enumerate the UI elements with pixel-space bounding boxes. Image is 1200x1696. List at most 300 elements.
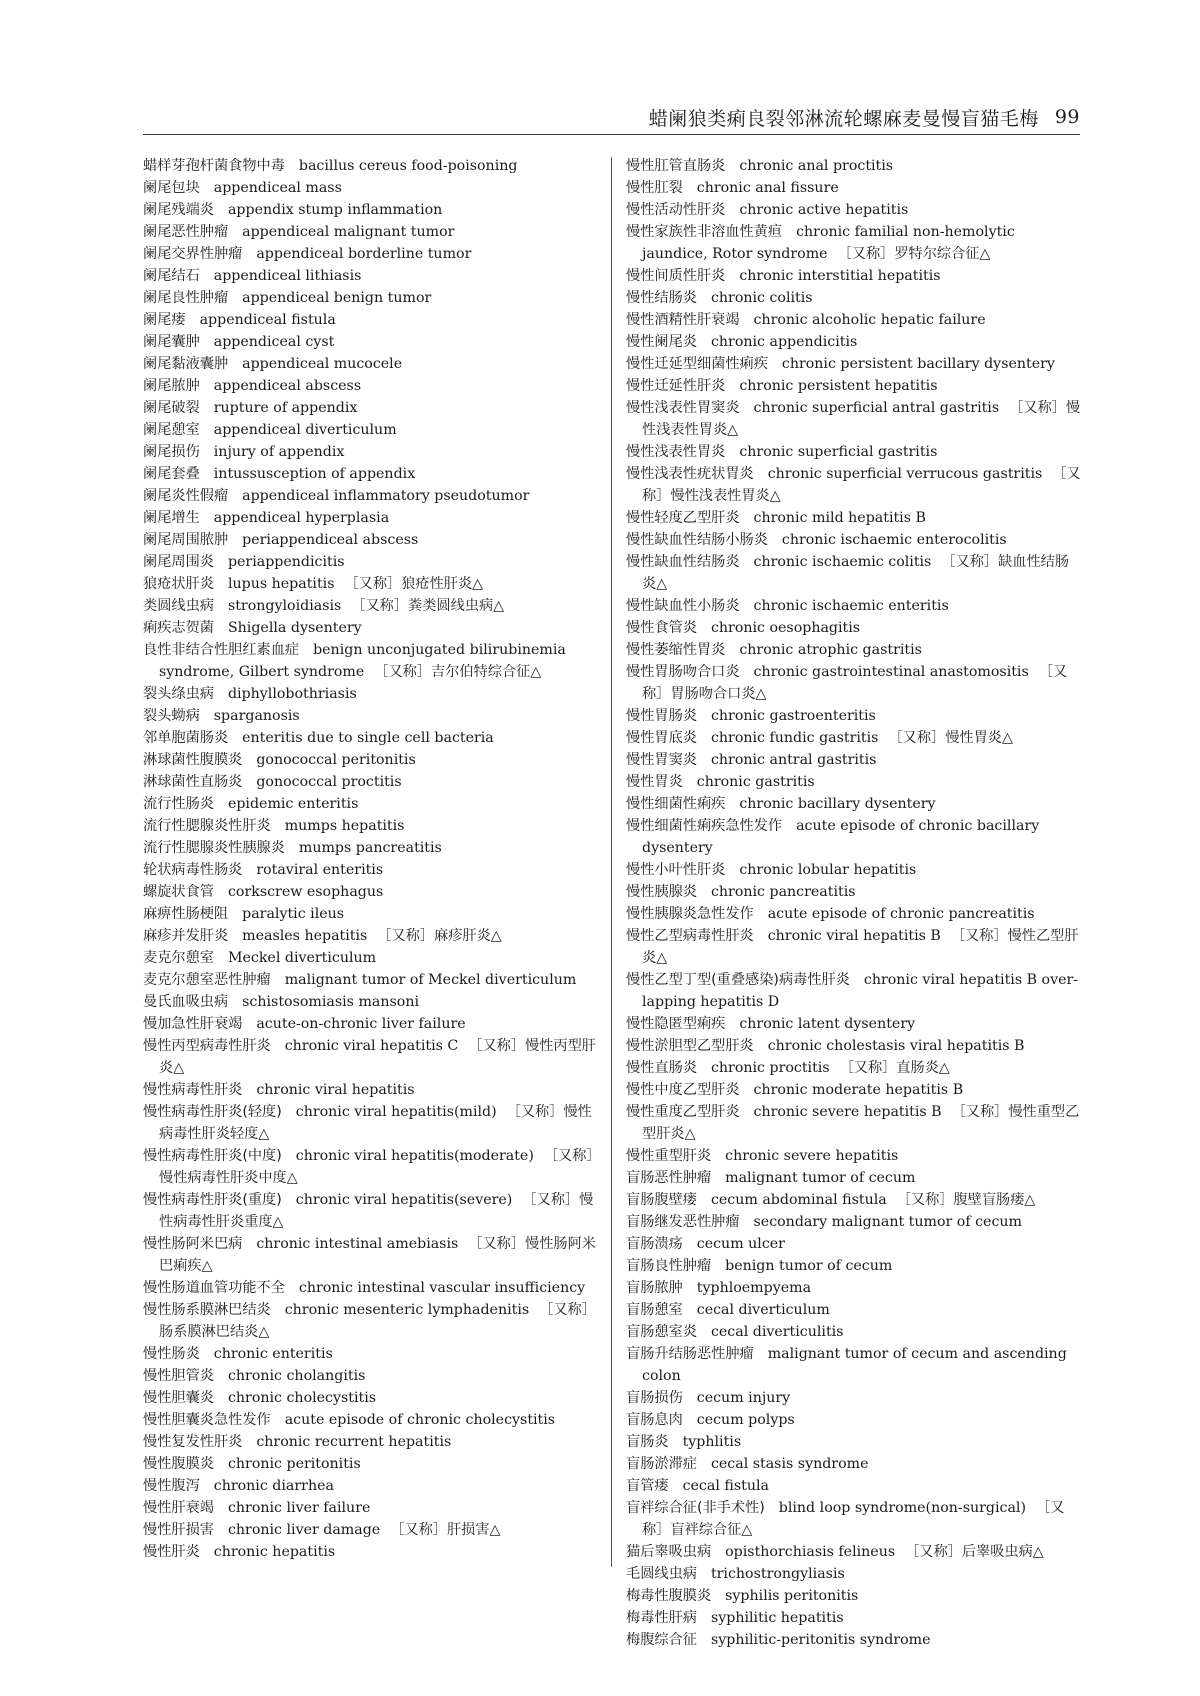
- dictionary-entry: [143, 155, 598, 177]
- entry-term-zh: 盲肠息肉: [626, 1412, 683, 1428]
- entry-term-en: secondary malignant tumor of cecum: [753, 1214, 1022, 1230]
- entry-term-zh: 慢加急性肝衰竭: [143, 1016, 243, 1032]
- entry-term-zh: 慢性乙型病毒性肝炎: [626, 928, 754, 944]
- left-column: [143, 155, 598, 1563]
- entry-term-en: chronic pancreatitis: [710, 884, 856, 900]
- entry-term-zh: 慢性浅表性胃炎: [626, 444, 726, 460]
- entry-term-zh: 盲袢综合征(非手术性): [626, 1500, 765, 1516]
- page-header: [143, 102, 1080, 132]
- entry-term-en: appendiceal borderline tumor: [256, 246, 472, 262]
- entry-synonym-note: ［又称］慢性丙型肝炎△: [159, 1038, 596, 1076]
- dictionary-entry: [143, 199, 598, 221]
- dictionary-entry: [626, 177, 1081, 199]
- entry-term-zh: 慢性肛管直肠炎: [626, 158, 726, 174]
- entry-synonym-note: ［又称］慢性肠阿米巴痢疾△: [159, 1236, 596, 1274]
- entry-term-en: mumps pancreatitis: [298, 840, 442, 856]
- entry-synonym-note: ［又称］慢性病毒性肝炎重度△: [159, 1192, 594, 1230]
- dictionary-entry: [143, 617, 598, 639]
- entry-term-zh: 流行性腮腺炎性胰腺炎: [143, 840, 285, 856]
- dictionary-entry: [143, 837, 598, 859]
- entry-term-zh: 梅腹综合征: [626, 1632, 697, 1648]
- entry-term-en: chronic severe hepatitis: [725, 1148, 899, 1164]
- entry-term-en: rotaviral enteritis: [256, 862, 384, 878]
- entry-term-zh: 慢性肠道血管功能不全: [143, 1280, 285, 1296]
- entry-synonym-note: ［又称］慢性病毒性肝炎中度△: [159, 1148, 594, 1186]
- entry-term-en: chronic oesophagitis: [710, 620, 861, 636]
- entry-term-en: enteritis due to single cell bacteria: [242, 730, 494, 746]
- dictionary-entry: [143, 485, 598, 507]
- entry-term-zh: 盲肠升结肠恶性肿瘤: [626, 1346, 754, 1362]
- dictionary-entry: [143, 749, 598, 771]
- dictionary-entry: [143, 309, 598, 331]
- entry-term-en: chronic viral hepatitis B over-lapping hepatitis D: [642, 972, 1079, 1010]
- entry-term-zh: 阑尾良性肿瘤: [143, 290, 229, 306]
- dictionary-entry: [143, 1475, 598, 1497]
- entry-term-en: cecal diverticulitis: [710, 1324, 844, 1340]
- dictionary-entry: [626, 1387, 1081, 1409]
- entry-term-en: appendix stump inflammation: [227, 202, 443, 218]
- entry-term-zh: 阑尾瘘: [143, 312, 186, 328]
- header-rule: [143, 134, 1080, 135]
- dictionary-entry: [626, 1299, 1081, 1321]
- entry-term-zh: 慢性胃肠吻合口炎: [626, 664, 740, 680]
- dictionary-entry: [626, 771, 1081, 793]
- dictionary-entry: [626, 551, 1081, 595]
- dictionary-entry: [626, 1431, 1081, 1453]
- entry-synonym-note: ［又称］肠系膜淋巴结炎△: [159, 1302, 596, 1340]
- dictionary-entry: [143, 1541, 598, 1563]
- entry-term-en: chronic gastrointestinal anastomositis: [753, 664, 1029, 680]
- entry-term-en: chronic intestinal vascular insufficiency: [298, 1280, 586, 1296]
- entry-term-en: appendiceal benign tumor: [242, 290, 432, 306]
- entry-synonym-note: ［又称］慢性浅表性胃炎△: [642, 400, 1081, 438]
- entry-synonym-note: ［又称］慢性病毒性肝炎轻度△: [159, 1104, 592, 1142]
- entry-term-en: chronic ischaemic colitis: [753, 554, 932, 570]
- entry-term-zh: 盲肠损伤: [626, 1390, 683, 1406]
- entry-term-zh: 慢性肝损害: [143, 1522, 214, 1538]
- entry-term-en: chronic cholecystitis: [227, 1390, 377, 1406]
- entry-term-zh: 慢性重度乙型肝炎: [626, 1104, 740, 1120]
- dictionary-entry: [143, 1079, 598, 1101]
- entry-term-en: chronic cholestasis viral hepatitis B: [767, 1038, 1025, 1054]
- dictionary-entry: [143, 265, 598, 287]
- entry-term-zh: 慢性萎缩性胃炎: [626, 642, 726, 658]
- dictionary-entry: [143, 793, 598, 815]
- entry-term-en: benign unconjugated bilirubinemia syndrome, Gilbert syndrome: [159, 642, 566, 680]
- dictionary-entry: [143, 1189, 598, 1233]
- entry-term-en: sparganosis: [213, 708, 300, 724]
- dictionary-entry: [626, 925, 1081, 969]
- dictionary-entry: [143, 551, 598, 573]
- dictionary-entry: [626, 463, 1081, 507]
- entry-term-en: chronic viral hepatitis B: [767, 928, 941, 944]
- entry-term-zh: 淋球菌性腹膜炎: [143, 752, 243, 768]
- entry-term-en: opisthorchiasis felineus: [725, 1544, 896, 1560]
- entry-term-en: chronic mesenteric lymphadenitis: [284, 1302, 530, 1318]
- entry-term-en: chronic gastroenteritis: [710, 708, 876, 724]
- dictionary-entry: [626, 1167, 1081, 1189]
- entry-term-zh: 盲肠炎: [626, 1434, 669, 1450]
- dictionary-entry: [626, 1453, 1081, 1475]
- entry-term-zh: 盲肠恶性肿瘤: [626, 1170, 712, 1186]
- dictionary-entry: [626, 397, 1081, 441]
- entry-term-en: chronic gastritis: [696, 774, 815, 790]
- entry-term-en: chronic lobular hepatitis: [739, 862, 917, 878]
- entry-term-zh: 阑尾结石: [143, 268, 200, 284]
- entry-term-zh: 慢性缺血性小肠炎: [626, 598, 740, 614]
- dictionary-entry: [626, 1277, 1081, 1299]
- dictionary-entry: [626, 441, 1081, 463]
- dictionary-entry: [626, 199, 1081, 221]
- entry-term-zh: 阑尾炎性假瘤: [143, 488, 229, 504]
- entry-term-en: appendiceal inflammatory pseudotumor: [242, 488, 530, 504]
- entry-term-en: lupus hepatitis: [227, 576, 335, 592]
- entry-term-zh: 慢性肠炎: [143, 1346, 200, 1362]
- dictionary-entry: [626, 815, 1081, 859]
- entry-term-en: appendiceal hyperplasia: [213, 510, 390, 526]
- entry-term-zh: 慢性迁延型细菌性痢疾: [626, 356, 768, 372]
- entry-term-zh: 邻单胞菌肠炎: [143, 730, 229, 746]
- entry-term-zh: 慢性轻度乙型肝炎: [626, 510, 740, 526]
- entry-term-en: appendiceal cyst: [213, 334, 335, 350]
- entry-term-zh: 慢性肝衰竭: [143, 1500, 214, 1516]
- dictionary-entry: [626, 1211, 1081, 1233]
- entry-term-zh: 慢性家族性非溶血性黄疸: [626, 224, 783, 240]
- dictionary-entry: [143, 1101, 598, 1145]
- dictionary-entry: [143, 1035, 598, 1079]
- dictionary-entry: [626, 1145, 1081, 1167]
- dictionary-entry: [143, 243, 598, 265]
- entry-term-en: chronic alcoholic hepatic failure: [753, 312, 986, 328]
- dictionary-entry: [626, 155, 1081, 177]
- entry-term-zh: 慢性肠阿米巴病: [143, 1236, 243, 1252]
- entry-term-zh: 慢性胆管炎: [143, 1368, 214, 1384]
- entry-term-en: chronic severe hepatitis B: [753, 1104, 942, 1120]
- entry-term-en: acute-on-chronic liver failure: [256, 1016, 466, 1032]
- dictionary-entry: [626, 1013, 1081, 1035]
- entry-term-en: chronic hepatitis: [213, 1544, 336, 1560]
- entry-synonym-note: ［又称］慢性胃炎△: [888, 730, 1013, 746]
- entry-term-en: appendiceal diverticulum: [213, 422, 397, 438]
- entry-synonym-note: ［又称］腹壁盲肠瘘△: [896, 1192, 1036, 1208]
- entry-term-zh: 裂头蚴病: [143, 708, 200, 724]
- entry-term-en: chronic superficial antral gastritis: [753, 400, 1000, 416]
- entry-synonym-note: ［又称］罗特尔综合征△: [837, 246, 991, 262]
- entry-term-zh: 流行性腮腺炎性肝炎: [143, 818, 271, 834]
- dictionary-entry: [143, 727, 598, 749]
- entry-term-zh: 慢性乙型丁型(重叠感染)病毒性肝炎: [626, 972, 850, 988]
- entry-term-zh: 螺旋状食管: [143, 884, 214, 900]
- dictionary-entry: [626, 1409, 1081, 1431]
- entry-term-zh: 慢性隐匿型痢疾: [626, 1016, 726, 1032]
- entry-term-en: chronic fundic gastritis: [710, 730, 879, 746]
- dictionary-entry: [626, 969, 1081, 1013]
- dictionary-entry: [626, 1343, 1081, 1387]
- entry-term-zh: 良性非结合性胆红素血症: [143, 642, 300, 658]
- entry-term-zh: 盲肠淤滞症: [626, 1456, 697, 1472]
- entry-term-zh: 慢性中度乙型肝炎: [626, 1082, 740, 1098]
- dictionary-entry: [626, 1607, 1081, 1629]
- dictionary-entry: [626, 1629, 1081, 1651]
- entry-term-en: chronic atrophic gastritis: [739, 642, 922, 658]
- entry-term-en: chronic ischaemic enteritis: [753, 598, 949, 614]
- entry-term-en: chronic cholangitis: [227, 1368, 366, 1384]
- entry-term-en: appendiceal malignant tumor: [242, 224, 455, 240]
- entry-synonym-note: ［又称］盲袢综合征△: [642, 1500, 1065, 1538]
- entry-term-zh: 盲肠脓肿: [626, 1280, 683, 1296]
- entry-term-en: cecum polyps: [696, 1412, 795, 1428]
- entry-term-zh: 慢性胃炎: [626, 774, 683, 790]
- entry-term-zh: 梅毒性腹膜炎: [626, 1588, 712, 1604]
- entry-term-zh: 慢性缺血性结肠小肠炎: [626, 532, 768, 548]
- entry-synonym-note: ［又称］胃肠吻合口炎△: [642, 664, 1068, 702]
- dictionary-entry: [626, 375, 1081, 397]
- entry-term-zh: 盲肠憩室炎: [626, 1324, 697, 1340]
- entry-term-zh: 阑尾残端炎: [143, 202, 214, 218]
- dictionary-entry: [143, 221, 598, 243]
- entry-term-zh: 淋球菌性直肠炎: [143, 774, 243, 790]
- dictionary-entry: [626, 1585, 1081, 1607]
- entry-term-zh: 慢性浅表性胃窦炎: [626, 400, 740, 416]
- dictionary-entry: [143, 1343, 598, 1365]
- entry-term-zh: 慢性肠系膜淋巴结炎: [143, 1302, 271, 1318]
- entry-term-zh: 麦克尔憩室恶性肿瘤: [143, 972, 271, 988]
- entry-term-en: chronic diarrhea: [213, 1478, 334, 1494]
- dictionary-entry: [143, 1387, 598, 1409]
- entry-term-zh: 慢性丙型病毒性肝炎: [143, 1038, 271, 1054]
- entry-term-en: typhloempyema: [696, 1280, 812, 1296]
- dictionary-entry: [143, 1013, 598, 1035]
- entry-term-en: diphyllobothriasis: [227, 686, 357, 702]
- dictionary-entry: [143, 815, 598, 837]
- dictionary-entry: [626, 793, 1081, 815]
- entry-term-zh: 慢性胆囊炎: [143, 1390, 214, 1406]
- entry-term-en: syphilitic hepatitis: [710, 1610, 844, 1626]
- dictionary-entry: [626, 1057, 1081, 1079]
- dictionary-entry: [626, 265, 1081, 287]
- entry-term-zh: 慢性胃窦炎: [626, 752, 697, 768]
- entry-term-en: chronic colitis: [710, 290, 813, 306]
- entry-term-zh: 盲肠良性肿瘤: [626, 1258, 712, 1274]
- entry-term-en: syphilis peritonitis: [725, 1588, 859, 1604]
- entry-term-en: typhlitis: [682, 1434, 742, 1450]
- entry-term-en: chronic anal proctitis: [739, 158, 894, 174]
- dictionary-entry: [143, 595, 598, 617]
- entry-term-en: chronic anal fissure: [696, 180, 839, 196]
- dictionary-entry: [143, 353, 598, 375]
- entry-term-en: chronic peritonitis: [227, 1456, 361, 1472]
- dictionary-entry: [626, 749, 1081, 771]
- dictionary-entry: [143, 969, 598, 991]
- entry-term-zh: 慢性间质性肝炎: [626, 268, 726, 284]
- dictionary-entry: [626, 881, 1081, 903]
- entry-term-en: benign tumor of cecum: [725, 1258, 893, 1274]
- entry-term-zh: 阑尾周围炎: [143, 554, 214, 570]
- entry-term-zh: 慢性淤胆型乙型肝炎: [626, 1038, 754, 1054]
- entry-term-en: periappendicitis: [227, 554, 345, 570]
- entry-term-zh: 麻痹性肠梗阻: [143, 906, 229, 922]
- entry-term-zh: 慢性复发性肝炎: [143, 1434, 243, 1450]
- dictionary-entry: [626, 221, 1081, 265]
- entry-term-en: appendiceal fistula: [199, 312, 336, 328]
- dictionary-entry: [143, 1145, 598, 1189]
- entry-term-zh: 慢性缺血性结肠炎: [626, 554, 740, 570]
- entry-term-zh: 慢性病毒性肝炎(轻度): [143, 1104, 282, 1120]
- dictionary-entry: [143, 419, 598, 441]
- dictionary-entry: [143, 903, 598, 925]
- dictionary-entry: [143, 507, 598, 529]
- entry-term-zh: 毛圆线虫病: [626, 1566, 697, 1582]
- entry-term-zh: 蜡样芽孢杆菌食物中毒: [143, 158, 285, 174]
- dictionary-entry: [143, 771, 598, 793]
- entry-term-en: chronic viral hepatitis: [256, 1082, 415, 1098]
- entry-synonym-note: ［又称］直肠炎△: [839, 1060, 950, 1076]
- entry-term-zh: 盲肠腹壁瘘: [626, 1192, 697, 1208]
- entry-term-en: chronic interstitial hepatitis: [739, 268, 941, 284]
- dictionary-entry: [143, 947, 598, 969]
- entry-synonym-note: ［又称］后睾吸虫病△: [905, 1544, 1044, 1560]
- entry-term-zh: 盲肠溃疡: [626, 1236, 683, 1252]
- dictionary-entry: [143, 639, 598, 683]
- entry-term-zh: 裂头绦虫病: [143, 686, 214, 702]
- entry-term-en: chronic antral gastritis: [710, 752, 877, 768]
- entry-term-en: chronic bacillary dysentery: [739, 796, 936, 812]
- entry-term-en: chronic viral hepatitis(mild): [295, 1104, 497, 1120]
- entry-term-en: trichostrongyliasis: [710, 1566, 845, 1582]
- dictionary-entry: [626, 1563, 1081, 1585]
- dictionary-entry: [626, 639, 1081, 661]
- entry-term-zh: 慢性直肠炎: [626, 1060, 697, 1076]
- dictionary-entry: [143, 463, 598, 485]
- dictionary-entry: [143, 573, 598, 595]
- entry-term-zh: 麦克尔憩室: [143, 950, 214, 966]
- entry-term-en: chronic recurrent hepatitis: [256, 1434, 452, 1450]
- entry-term-zh: 猫后睾吸虫病: [626, 1544, 712, 1560]
- entry-term-en: malignant tumor of cecum and ascending colon: [642, 1346, 1067, 1384]
- header-title: 蜡阑狼类痢良裂邻淋流轮螺麻麦曼慢盲猫毛梅: [648, 107, 1039, 130]
- right-column: [626, 155, 1081, 1651]
- entry-term-zh: 慢性胰腺炎急性发作: [626, 906, 754, 922]
- dictionary-entry: [626, 903, 1081, 925]
- entry-term-en: chronic persistent bacillary dysentery: [781, 356, 1055, 372]
- entry-term-zh: 狼疮状肝炎: [143, 576, 214, 592]
- entry-term-en: chronic appendicitis: [710, 334, 858, 350]
- entry-term-en: chronic intestinal amebiasis: [256, 1236, 459, 1252]
- entry-term-zh: 盲肠继发恶性肿瘤: [626, 1214, 740, 1230]
- dictionary-entry: [143, 1299, 598, 1343]
- entry-term-zh: 慢性腹泻: [143, 1478, 200, 1494]
- entry-term-en: chronic viral hepatitis C: [284, 1038, 459, 1054]
- entry-term-en: chronic ischaemic enterocolitis: [781, 532, 1007, 548]
- entry-synonym-note: ［又称］慢性重型乙型肝炎△: [642, 1104, 1080, 1142]
- entry-term-en: chronic enteritis: [213, 1346, 333, 1362]
- entry-term-en: cecum injury: [696, 1390, 791, 1406]
- entry-term-en: injury of appendix: [213, 444, 345, 460]
- entry-term-zh: 慢性浅表性疣状胃炎: [626, 466, 754, 482]
- entry-term-en: strongyloidiasis: [227, 598, 342, 614]
- entry-term-zh: 慢性迁延性肝炎: [626, 378, 726, 394]
- entry-term-zh: 轮状病毒性肠炎: [143, 862, 243, 878]
- dictionary-entry: [143, 331, 598, 353]
- entry-term-zh: 慢性阑尾炎: [626, 334, 697, 350]
- entry-term-en: chronic active hepatitis: [739, 202, 909, 218]
- dictionary-entry: [626, 1255, 1081, 1277]
- dictionary-entry: [143, 287, 598, 309]
- dictionary-entry: [626, 727, 1081, 749]
- entry-term-zh: 慢性病毒性肝炎(重度): [143, 1192, 282, 1208]
- entry-synonym-note: ［又称］慢性乙型肝炎△: [642, 928, 1079, 966]
- entry-synonym-note: ［又称］肝损害△: [390, 1522, 501, 1538]
- entry-synonym-note: ［又称］吉尔伯特综合征△: [374, 664, 542, 680]
- dictionary-entry: [143, 1277, 598, 1299]
- entry-term-zh: 痢疾志贺菌: [143, 620, 214, 636]
- entry-term-zh: 慢性小叶性肝炎: [626, 862, 726, 878]
- dictionary-entry: [143, 529, 598, 551]
- entry-term-en: malignant tumor of cecum: [725, 1170, 916, 1186]
- dictionary-entry: [143, 375, 598, 397]
- entry-term-zh: 慢性活动性肝炎: [626, 202, 726, 218]
- entry-term-zh: 阑尾交界性肿瘤: [143, 246, 243, 262]
- dictionary-entry: [143, 1453, 598, 1475]
- dictionary-entry: [143, 1497, 598, 1519]
- entry-term-zh: 慢性重型肝炎: [626, 1148, 712, 1164]
- page-number: 99: [1054, 106, 1080, 128]
- dictionary-entry: [626, 617, 1081, 639]
- entry-term-en: cecal stasis syndrome: [710, 1456, 869, 1472]
- entry-term-en: chronic familial non-hemolytic jaundice, Rotor syndrome: [642, 224, 1015, 262]
- dictionary-entry: [143, 177, 598, 199]
- entry-term-en: appendiceal mucocele: [242, 356, 403, 372]
- entry-term-zh: 阑尾增生: [143, 510, 200, 526]
- entry-term-zh: 麻疹并发肝炎: [143, 928, 229, 944]
- entry-term-zh: 阑尾憩室: [143, 422, 200, 438]
- entry-term-zh: 慢性胃肠炎: [626, 708, 697, 724]
- entry-term-en: chronic persistent hepatitis: [739, 378, 938, 394]
- dictionary-entry: [626, 661, 1081, 705]
- entry-term-en: periappendiceal abscess: [242, 532, 419, 548]
- dictionary-entry: [143, 1409, 598, 1431]
- entry-term-zh: 盲管瘘: [626, 1478, 669, 1494]
- entry-synonym-note: ［又称］慢性浅表性胃炎△: [642, 466, 1081, 504]
- entry-term-zh: 阑尾套叠: [143, 466, 200, 482]
- dictionary-entry: [626, 1035, 1081, 1057]
- entry-term-en: acute episode of chronic pancreatitis: [767, 906, 1035, 922]
- entry-term-en: gonococcal proctitis: [256, 774, 402, 790]
- entry-term-en: schistosomiasis mansoni: [242, 994, 419, 1010]
- entry-term-en: appendiceal abscess: [213, 378, 362, 394]
- entry-term-en: chronic latent dysentery: [739, 1016, 916, 1032]
- entry-synonym-note: ［又称］粪类圆线虫病△: [351, 598, 505, 614]
- dictionary-entry: [626, 1321, 1081, 1343]
- entry-term-zh: 类圆线虫病: [143, 598, 214, 614]
- entry-term-zh: 阑尾脓肿: [143, 378, 200, 394]
- entry-term-zh: 慢性肝炎: [143, 1544, 200, 1560]
- entry-term-zh: 梅毒性肝病: [626, 1610, 697, 1626]
- dictionary-entry: [143, 1233, 598, 1277]
- entry-term-zh: 曼氏血吸虫病: [143, 994, 229, 1010]
- dictionary-entry: [143, 881, 598, 903]
- entry-term-en: chronic liver damage: [227, 1522, 381, 1538]
- entry-term-en: appendiceal lithiasis: [213, 268, 362, 284]
- entry-term-zh: 阑尾周围脓肿: [143, 532, 229, 548]
- entry-term-zh: 慢性病毒性肝炎: [143, 1082, 243, 1098]
- entry-term-en: blind loop syndrome(non-surgical): [778, 1500, 1026, 1516]
- entry-term-en: cecum ulcer: [696, 1236, 785, 1252]
- dictionary-entry: [143, 991, 598, 1013]
- dictionary-entry: [143, 1431, 598, 1453]
- entry-term-en: acute episode of chronic cholecystitis: [284, 1412, 556, 1428]
- entry-term-zh: 慢性肛裂: [626, 180, 683, 196]
